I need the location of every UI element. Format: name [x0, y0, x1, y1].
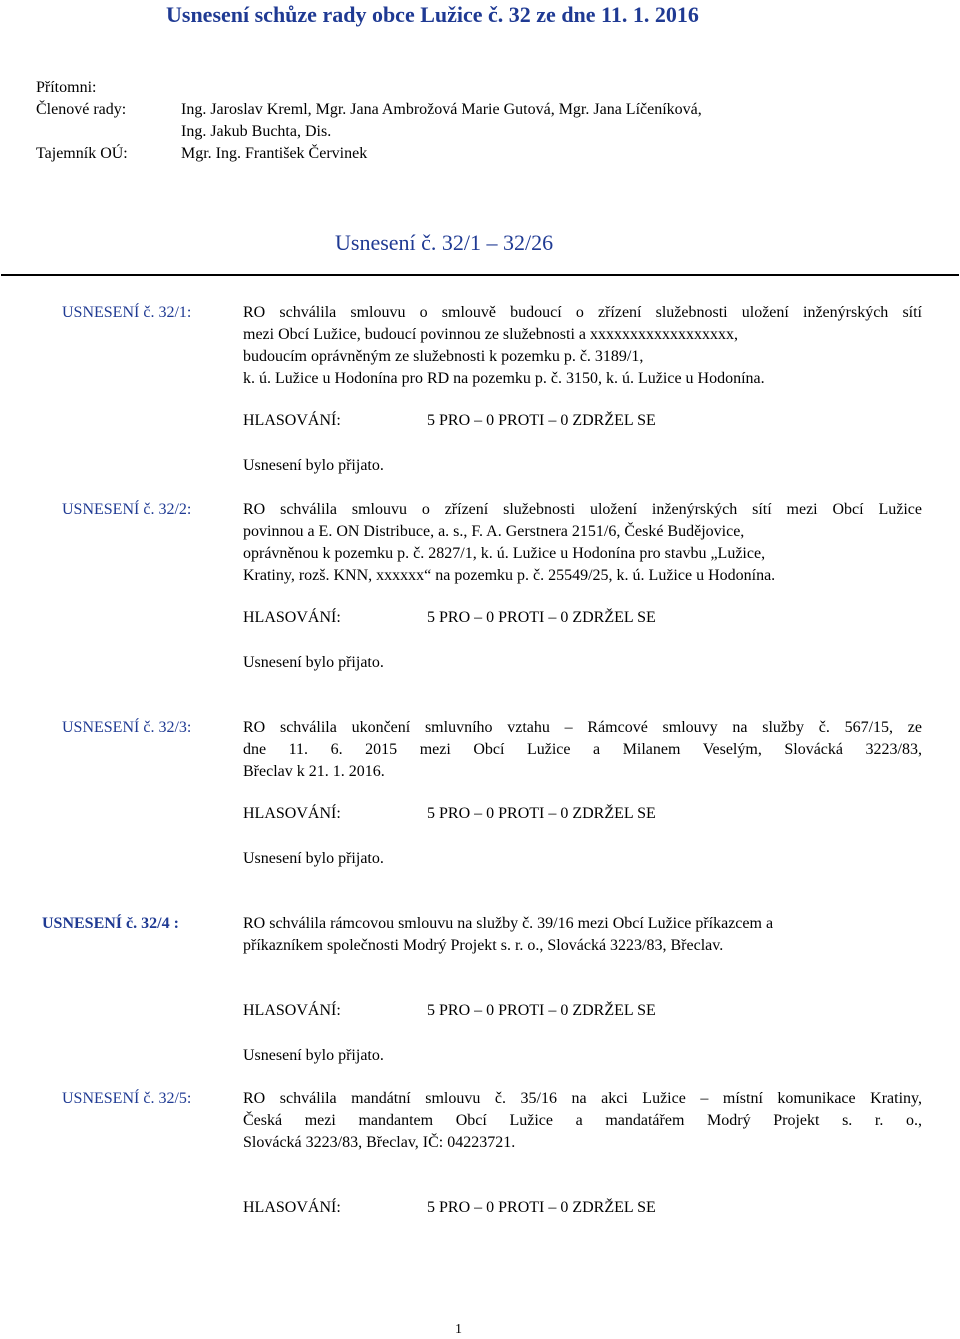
resolution-text-line: Česká mezi mandantem Obcí Lužice a mandatářem Modrý Projekt s. r. o.,: [243, 1112, 922, 1129]
resolution-text-line: RO schválila rámcovou smlouvu na služby č. 39/16 mezi Obcí Lužice příkazcem a: [243, 915, 774, 932]
resolution-text-line: Kratiny, rozš. KNN, xxxxxx“ na pozemku p. č. 25549/25, k. ú. Lužice u Hodonína.: [243, 567, 776, 584]
resolutions-range-heading: Usnesení č. 32/1 – 32/26: [335, 230, 554, 255]
vote-label: HLASOVÁNÍ:: [243, 412, 341, 429]
resolution-label: USNESENÍ č. 32/4 :: [42, 915, 179, 932]
resolution-passed: Usnesení bylo přijato.: [243, 1047, 384, 1064]
resolution-text-line: povinnou a E. ON Distribuce, a. s., F. A. Gerstnera 2151/6, České Budějovice,: [243, 523, 745, 540]
resolution-label: USNESENÍ č. 32/3:: [62, 719, 192, 736]
resolution-text-line: RO schválila smlouvu o smlouvě budoucí o zřízení služebnosti uložení inženýrských sítí: [243, 304, 922, 321]
vote-result: 5 PRO – 0 PROTI – 0 ZDRŽEL SE: [427, 1002, 656, 1019]
resolution-text-line: budoucím oprávněným ze služebnosti k pozemku p. č. 3189/1,: [243, 348, 644, 365]
resolution-label: USNESENÍ č. 32/5:: [62, 1090, 192, 1107]
page-number: 1: [455, 1322, 462, 1337]
present-heading: Přítomni:: [36, 79, 97, 96]
resolution-text-line: mezi Obcí Lužice, budoucí povinnou ze služebnosti a xxxxxxxxxxxxxxxxxx,: [243, 326, 739, 343]
resolution-text-line: RO schválila smlouvu o zřízení služebnosti uložení inženýrských sítí mezi Obcí Lužice: [243, 501, 922, 518]
secretary-name: Mgr. Ing. František Červinek: [181, 145, 368, 162]
resolution-text-line: Slovácká 3223/83, Břeclav, IČ: 04223721.: [243, 1134, 516, 1151]
council-label: Členové rady:: [36, 101, 127, 118]
resolution-label: USNESENÍ č. 32/1:: [62, 304, 192, 321]
vote-result: 5 PRO – 0 PROTI – 0 ZDRŽEL SE: [427, 1199, 656, 1216]
resolution-text-line: dne 11. 6. 2015 mezi Obcí Lužice a Milanem Veselým, Slovácká 3223/83,: [243, 741, 922, 758]
vote-label: HLASOVÁNÍ:: [243, 1002, 341, 1019]
vote-result: 5 PRO – 0 PROTI – 0 ZDRŽEL SE: [427, 805, 656, 822]
secretary-label: Tajemník OÚ:: [36, 145, 128, 162]
vote-result: 5 PRO – 0 PROTI – 0 ZDRŽEL SE: [427, 412, 656, 429]
vote-label: HLASOVÁNÍ:: [243, 805, 341, 822]
resolution-text-line: k. ú. Lužice u Hodonína pro RD na pozemku p. č. 3150, k. ú. Lužice u Hodonína.: [243, 370, 765, 387]
vote-label: HLASOVÁNÍ:: [243, 1199, 341, 1216]
resolution-text-line: Břeclav k 21. 1. 2016.: [243, 763, 385, 780]
resolution-passed: Usnesení bylo přijato.: [243, 457, 384, 474]
council-members-line-1: Ing. Jaroslav Kreml, Mgr. Jana Ambrožová Marie Gutová, Mgr. Jana Líčeníková,: [181, 101, 702, 118]
resolution-passed: Usnesení bylo přijato.: [243, 850, 384, 867]
divider-line: [1, 274, 959, 276]
resolution-label: USNESENÍ č. 32/2:: [62, 501, 192, 518]
resolution-passed: Usnesení bylo přijato.: [243, 654, 384, 671]
resolution-text-line: RO schválila ukončení smluvního vztahu – Rámcové smlouvy na služby č. 567/15, ze: [243, 719, 922, 736]
document-title: Usnesení schůze rady obce Lužice č. 32 ze dne 11. 1. 2016: [166, 2, 699, 27]
vote-label: HLASOVÁNÍ:: [243, 609, 341, 626]
council-members-line-2: Ing. Jakub Buchta, Dis.: [181, 123, 332, 140]
resolution-text-line: oprávněnou k pozemku p. č. 2827/1, k. ú. Lužice u Hodonína pro stavbu „Lužice,: [243, 545, 766, 562]
vote-result: 5 PRO – 0 PROTI – 0 ZDRŽEL SE: [427, 609, 656, 626]
resolution-text-line: příkazníkem společnosti Modrý Projekt s. r. o., Slovácká 3223/83, Břeclav.: [243, 937, 724, 954]
resolution-text-line: RO schválila mandátní smlouvu č. 35/16 na akci Lužice – místní komunikace Kratiny,: [243, 1090, 922, 1107]
